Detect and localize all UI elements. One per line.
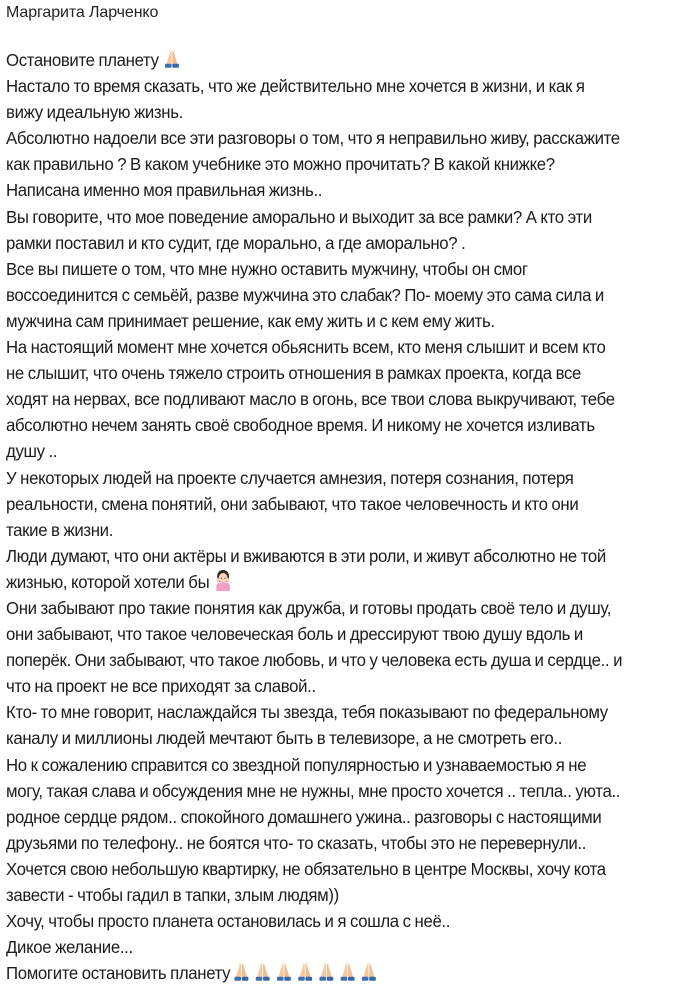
text-line: Хочу, чтобы просто планета остановилась и я сошла с неё..: [6, 911, 451, 932]
praying-hands-icon: [253, 962, 272, 982]
text-line: рамки поставил и кто судит, где морально, а где аморально? .: [6, 232, 466, 253]
text-line: Люди думают, что они актёры и вживаются в эти роли, и живут абсолютно не той: [6, 545, 606, 566]
text-line: как правильно ? В каком учебнике это можно прочитать? В какой книжке?: [6, 154, 555, 175]
post-body: [6, 47, 672, 986]
text-line: родное сердце рядом.. спокойного домашнего ужина.. разговоры с настоящими: [6, 806, 602, 827]
text-line: Они забывают про такие понятия как дружба, и готовы продать своё тело и душу,: [6, 597, 612, 618]
text-line-content: жизнью, которой хотели бы: [6, 571, 210, 592]
praying-hands-icon: [162, 49, 181, 69]
text-line: душу ..: [6, 441, 58, 462]
text-line: ходят на нервах, все подливают масло в огонь, все твои слова выкручивают, тебе: [6, 389, 615, 410]
text-line: Кто- то мне говорит, наслаждайся ты звезда, тебя показывают по федеральному: [6, 702, 608, 723]
final-line-text: Помогите остановить планету: [6, 963, 231, 984]
text-line: Абсолютно надоели все эти разговоры о том, что я неправильно живу, расскажите: [6, 128, 620, 149]
text-line: У некоторых людей на проекте случается амнезия, потеря сознания, потеря: [6, 467, 574, 488]
praying-hands-icon: [275, 962, 294, 982]
text-line: реальности, смена понятий, они забывают, что такое человечность и кто они: [6, 493, 579, 514]
text-line: вижу идеальную жизнь.: [6, 102, 183, 123]
text-line: что на проект не все приходят за славой..: [6, 676, 316, 697]
praying-hands-icon: [232, 962, 251, 982]
woman-gesturing-icon: [213, 569, 232, 591]
text-line: такие в жизни.: [6, 519, 114, 540]
praying-hands-icon: [360, 962, 379, 982]
text-line: Но к сожалению справится со звездной популярностью и узнаваемостью я не: [6, 754, 587, 775]
text-line: Вы говорите, что мое поведение аморально и выходит за все рамки? А кто эти: [6, 206, 592, 227]
text-line: поперёк. Они забывают, что такое любовь, и что у человека есть душа и сердце.. и: [6, 650, 623, 671]
text-line: Дикое желание...: [6, 937, 133, 958]
text-line: мужчина сам принимает решение, как ему жить и с кем ему жить.: [6, 310, 495, 331]
text-line: Настало то время сказать, что же действительно мне хочется в жизни, и как я: [6, 76, 585, 97]
text-line: могу, такая слава и обсуждения мне не нужны, мне просто хочется .. тепла.. уюта..: [6, 780, 621, 801]
text-line: [6, 569, 672, 595]
text-line: абсолютно нечем занять своё свободное время. И никому не хочется изливать: [6, 415, 595, 436]
post-title-line: [6, 47, 672, 73]
text-line: друзьями по телефону.. не боятся что- то сказать, чтобы это не перевернули..: [6, 832, 587, 853]
post-author-name[interactable]: Маргарита Ларченко: [6, 4, 159, 21]
text-line: Все вы пишете о том, что мне нужно оставить мужчину, чтобы он смог: [6, 258, 528, 279]
text-line: На настоящий момент мне хочется обьяснить всем, кто меня слышит и всем кто: [6, 337, 606, 358]
text-line: Хочется свою небольшую квартирку, не обязательно в центре Москвы, хочу кота: [6, 858, 606, 879]
praying-hands-icon: [338, 962, 357, 982]
text-line: не слышит, что очень тяжело строить отношения в рамках проекта, когда все: [6, 363, 582, 384]
text-line: воссоединится с семьёй, разве мужчина это слабак? По- моему это сама сила и: [6, 284, 604, 305]
praying-hands-icon: [296, 962, 315, 982]
text-line: каналу и миллионы людей мечтают быть в телевизоре, а не смотреть его..: [6, 728, 563, 749]
praying-hands-icon: [317, 962, 336, 982]
post-title-text: Остановите планету: [6, 50, 159, 70]
text-line: они забывают, что такое человеческая боль и дрессируют твою душу вдоль и: [6, 624, 583, 645]
text-line: завести - чтобы гадил в тапки, злым людям)): [6, 885, 339, 905]
final-line: [6, 960, 672, 986]
text-line: Написана именно моя правильная жизнь..: [6, 180, 323, 201]
